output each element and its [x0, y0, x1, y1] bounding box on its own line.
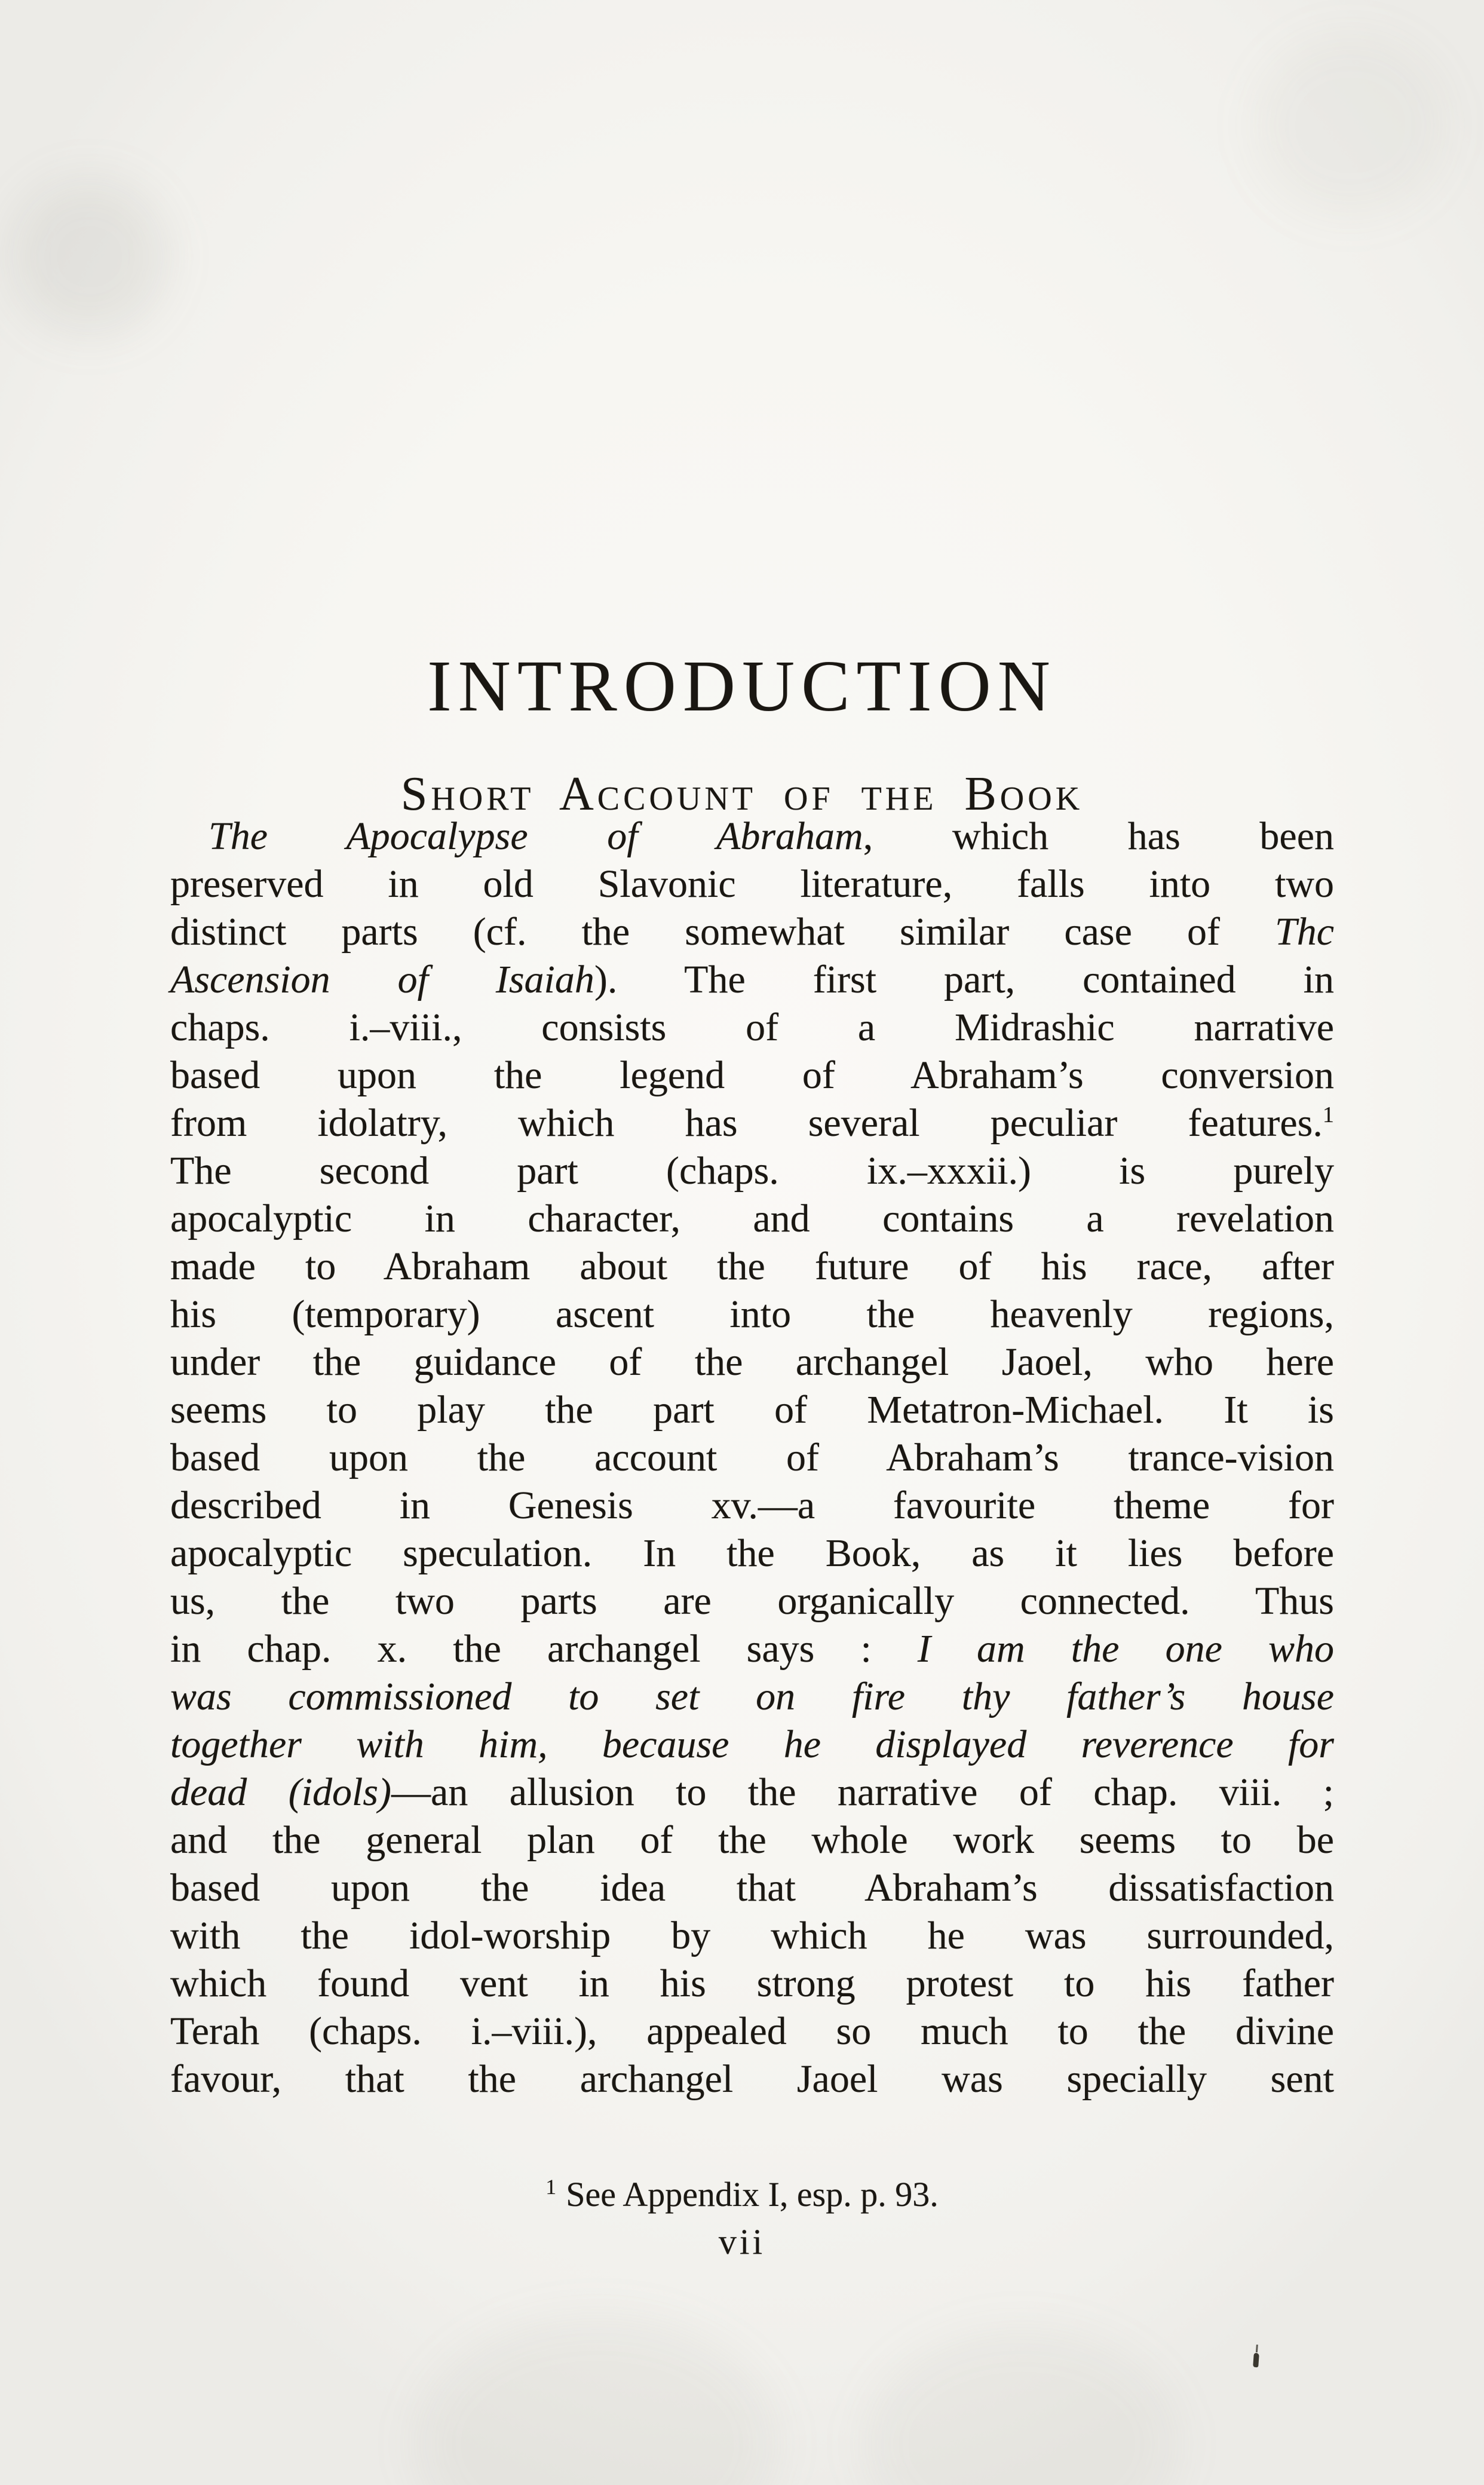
body-line: [170, 860, 1334, 908]
text-segment: apocalyptic speculation. In the Book, as it lies before: [170, 1531, 1334, 1575]
section-heading: Short Account of the Book: [400, 768, 1084, 821]
scan-smudge: [866, 2330, 1177, 2485]
scan-smudge: [418, 2318, 777, 2485]
body-line: [170, 1816, 1334, 1864]
body-line: [170, 1099, 1334, 1147]
text-segment: ). The first part, contained in: [594, 958, 1334, 1001]
body-line: [170, 1625, 1334, 1673]
text-segment: in chap. x. the archangel says :: [170, 1627, 918, 1671]
text-segment: favour, that the archangel Jaoel was specially sent: [170, 2057, 1334, 2101]
body-line: [170, 1434, 1334, 1482]
text-segment: based upon the idea that Abraham’s dissatisfaction: [170, 1866, 1334, 1910]
text-segment: Terah (chaps. i.–viii.), appealed so much to the divine: [170, 2009, 1334, 2053]
text-segment: made to Abraham about the future of his race, after: [170, 1245, 1334, 1288]
body-line: [170, 1195, 1334, 1243]
text-segment: described in Genesis xv.—a favourite theme for: [170, 1484, 1334, 1527]
body-line: [170, 1721, 1334, 1769]
body-line: [170, 1004, 1334, 1052]
footnote-text: See Appendix I, esp. p. 93.: [566, 2175, 939, 2214]
body-line: [170, 1052, 1334, 1099]
scan-smudge: [12, 179, 167, 335]
text-segment: , which has been: [863, 814, 1334, 858]
text-segment: his (temporary) ascent into the heavenly regions,: [170, 1292, 1334, 1336]
body-line: [170, 1577, 1334, 1625]
page-number: vii: [718, 2222, 766, 2262]
text-segment: from idolatry, which has several peculiar features.: [170, 1101, 1323, 1145]
text-segment: was commissioned to set on fire thy father’s house: [170, 1675, 1334, 1718]
text-segment: chaps. i.–viii., consists of a Midrashic narrative: [170, 1006, 1334, 1049]
body-text: [170, 813, 1334, 2103]
body-line: [170, 1864, 1334, 1912]
text-segment: apocalyptic in character, and contains a revelation: [170, 1197, 1334, 1240]
chapter-title: INTRODUCTION: [427, 645, 1057, 727]
text-segment: with the idol-worship by which he was surrounded,: [170, 1914, 1334, 1957]
text-segment: and the general plan of the whole work seems to be: [170, 1818, 1334, 1862]
text-segment: Ascension of Isaiah: [170, 958, 594, 1001]
text-segment: preserved in old Slavonic literature, falls into two: [170, 862, 1334, 906]
text-segment: The second part (chaps. ix.–xxxii.) is purely: [170, 1149, 1334, 1193]
body-line: [170, 2008, 1334, 2055]
text-segment: together with him, because he displayed reverence for: [170, 1723, 1334, 1766]
text-segment: distinct parts (cf. the somewhat similar case of: [170, 910, 1275, 954]
text-segment: Thc: [1275, 910, 1334, 954]
text-segment: which found vent in his strong protest to his father: [170, 1962, 1334, 2005]
ink-speck: [1253, 2353, 1259, 2368]
body-line: [170, 1147, 1334, 1195]
body-line: [170, 956, 1334, 1004]
footnote-reference: 1: [1322, 1102, 1334, 1127]
body-line: [170, 1912, 1334, 1960]
text-segment: based upon the account of Abraham’s trance-vision: [170, 1436, 1334, 1479]
text-segment: The Apocalypse of Abraham: [209, 814, 863, 858]
body-line: [170, 1291, 1334, 1338]
text-segment: based upon the legend of Abraham’s conversion: [170, 1053, 1334, 1097]
body-line: [170, 1482, 1334, 1530]
body-line: [170, 2055, 1334, 2103]
body-line: [170, 1673, 1334, 1721]
text-segment: —an allusion to the narrative of chap. viii. ;: [391, 1770, 1335, 1814]
footnote-marker: 1: [545, 2174, 557, 2199]
text-segment: dead (idols): [170, 1770, 392, 1814]
body-line: [170, 1530, 1334, 1577]
body-line: [170, 1243, 1334, 1291]
text-segment: under the guidance of the archangel Jaoel, who here: [170, 1340, 1334, 1384]
body-line: [170, 1960, 1334, 2008]
text-segment: seems to play the part of Metatron-Michael. It is: [170, 1388, 1334, 1432]
body-line: [170, 1769, 1334, 1816]
text-segment: I am the one who: [917, 1627, 1335, 1671]
footnote: [0, 2175, 1484, 2214]
body-line: [170, 908, 1334, 956]
body-line: [170, 813, 1334, 860]
body-line: [170, 1338, 1334, 1386]
text-segment: us, the two parts are organically connected. Thus: [170, 1579, 1334, 1623]
body-line: [170, 1386, 1334, 1434]
scan-smudge: [1255, 36, 1446, 215]
